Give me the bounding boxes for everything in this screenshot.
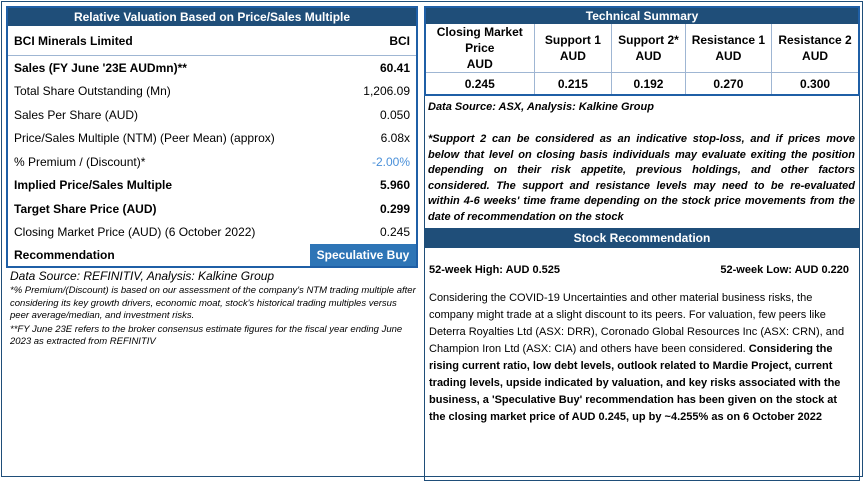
row-label: Total Share Outstanding (Mn) (14, 84, 171, 99)
col-resistance-2: Resistance 2 AUD (772, 24, 858, 73)
rec-text-bold: Considering the rising current ratio, low debt levels, outlook related to Mardie Project, current trading levels, upside indicated by valuation, and key risks associated with the business, a 'Speculative Buy' recommendation has been given on the stock at the closing market price of AUD 0.245, up by ~4.255% as on 6 October 2022 (429, 343, 841, 423)
col-resistance-1: Resistance 1 AUD (685, 24, 771, 73)
row-value: 60.41 (379, 60, 410, 75)
technical-summary (424, 6, 860, 96)
col-support-2: Support 2* AUD (612, 24, 685, 73)
technical-header: Technical Summary (426, 8, 858, 24)
stock-rec-header: Stock Recommendation (425, 229, 859, 248)
row-label: Implied Price/Sales Multiple (14, 178, 173, 193)
row-label: Sales (FY June '23E AUDmn)** (14, 60, 187, 75)
valuation-header: Relative Valuation Based on Price/Sales Multiple (8, 8, 416, 26)
recommendation-row (8, 244, 416, 266)
row-label: Target Share Price (AUD) (14, 201, 157, 216)
valuation-row-sales-per-share (8, 103, 416, 127)
recommendation-text (425, 290, 859, 426)
company-name: BCI Minerals Limited (14, 33, 133, 48)
recommendation-label: Recommendation (14, 248, 115, 262)
technical-table (426, 24, 858, 94)
support-disclaimer: *Support 2 can be considered as an indicative stop-loss, and if prices move below that level on closing basis individuals may evaluate exiting the position depending on their risk appetite, previous holdings, and other factors considered. The support and resistance levels may need to be re-evaluated within 4-6 weeks' time frame depending on the stock price movements from the date of recommendation on the stock (428, 133, 855, 223)
valuation-row-sales (8, 56, 416, 80)
valuation-row-ps-multiple (8, 127, 416, 151)
support-2-value: 0.192 (612, 73, 685, 95)
resistance-1-value: 0.270 (685, 73, 771, 95)
rec-text-plain: Considering the COVID-19 Uncertainties and other material business risks, the company might trade at a slight discount to its peers. For valuation, few peers like Deterra Royalties Ltd (ASX: DRR), Coronado Global Resources Inc (ASX: CRN), and Champion Iron Ltd (ASX: CIA) and others have been considered. (429, 292, 845, 355)
row-label: % Premium / (Discount)* (14, 154, 146, 169)
valuation-row-shares (8, 80, 416, 104)
row-value: -2.00% (371, 154, 410, 169)
recommendation-badge: Speculative Buy (310, 244, 416, 266)
week-range-row (425, 264, 859, 276)
technical-notes (424, 96, 860, 229)
row-value: 6.08x (380, 131, 410, 146)
col-support-1: Support 1 AUD (534, 24, 612, 73)
week-low: 52-week Low: AUD 0.220 (720, 264, 849, 276)
valuation-row-closing-price (8, 221, 416, 245)
valuation-row-premium (8, 150, 416, 174)
resistance-2-value: 0.300 (800, 76, 831, 91)
valuation-table (6, 6, 418, 268)
technical-values-row (426, 73, 858, 95)
row-value: 0.299 (379, 201, 410, 216)
valuation-row-implied-multiple (8, 174, 416, 198)
right-panel (424, 6, 860, 470)
row-value: 0.050 (379, 107, 410, 122)
company-row (8, 26, 416, 56)
row-label: Price/Sales Multiple (NTM) (Peer Mean) (approx) (14, 131, 275, 146)
premium-footnote: *% Premium/(Discount) is based on our assessment of the company's NTM trading multiple after considering its key growth drivers, economic moat, stock's historical trading multiples versus peer average/median, and investment risks. (10, 285, 416, 321)
week-high: 52-week High: AUD 0.525 (429, 264, 561, 276)
valuation-notes (6, 269, 418, 349)
fy-footnote: **FY June 23E refers to the broker consensus estimate figures for the fiscal year ending June 2023 as extracted from REFINITIV (10, 323, 403, 347)
row-value: 0.245 (379, 225, 410, 240)
company-ticker: BCI (389, 33, 410, 48)
support-1-value: 0.215 (534, 73, 612, 95)
row-value: 5.960 (379, 178, 410, 193)
row-label: Sales Per Share (AUD) (14, 107, 139, 122)
valuation-row-target-price (8, 197, 416, 221)
valuation-data-source: Data Source: REFINITIV, Analysis: Kalkine Group (10, 269, 275, 283)
col-closing-price: Closing Market Price AUD (426, 24, 534, 73)
stock-recommendation (424, 229, 860, 481)
technical-data-source: Data Source: ASX, Analysis: Kalkine Group (428, 101, 654, 113)
row-value: 1,206.09 (363, 84, 410, 99)
row-label: Closing Market Price (AUD) (6 October 2022) (14, 225, 256, 240)
closing-price-value: 0.245 (426, 73, 534, 95)
valuation-panel (6, 6, 418, 349)
